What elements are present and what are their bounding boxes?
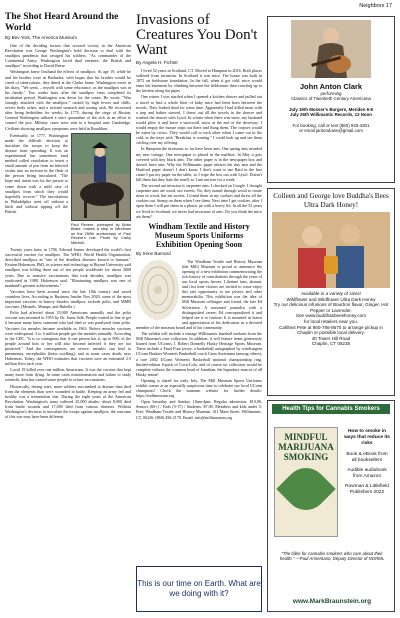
paragraph: Washington knew firsthand the effects of smallpox. At age 19, while he and his brother were in Barbados, with hopes that his brother would be cured of tuberculosis, they dined at the Clarke home. Washington wrote in his diary, "We went, – myself with some reluctance, as the smallpox was in his family." Two weeks later, after the smallpox virus completed its incubation period, Washington was down for the count. He wrote, "Was strongly attacked with the smallpox," racked by high fevers and chills, severe body aches, and a twisted stomach and oozing rash. He recovered after being bedridden for weeks. In 1775, during the siege of Boston, General Washington utilized a strict quarantine of the sick in an effort to control the pox. Military cases were sent to a hospital near Cambridge. Civilians showing smallpox symptoms were held in Brookline. (5, 69, 131, 131)
performer-name: John Anton Clark (299, 82, 363, 91)
page-number: Neighbors 17 (359, 3, 392, 9)
paragraph: The second ant invasion is carpenter ants. I checked on Google. I thought carpenter ants ate wood, not sweets. No, they tunnel through wood to create nests in wood, but eat sweets. I found them in my cookies and threw all the cookies out. Stomp on them when I see them. Next time I get cookies, after I open them I will put them in a plastic jar with a heavy lid. In all the 52 years we lived in Scotland, we never had invasions of ants. Do you think the mice ate them? (136, 183, 262, 219)
john-anton-clark-ad (267, 16, 395, 183)
article-byline: By Irene Barnard (136, 250, 171, 256)
paragraph: I lived 52 years in Scotland, CT. Moved to Hampton in 2016. Both places suffered from invasions. In Scotland it was mice. The house was built in 1872 on fieldstone foundation. In the fall, when it got cold, mice would enter the basement by climbing between the fieldstones then crawling up to the kitchen along the pipes. (136, 68, 262, 94)
paragraph: Polio had affected about 35,000 Americans annually and the polio vaccine was invented in 1955 by Dr. Jonas Salk. People waited in line to get it because many knew someone who had died or was paralyzed from polio. Vaccines for measles became available in 1963. Before measles vaccines were widespread, 3 to 4 million people got the measles annually. According to the CDC, "It is so contagious that if one person has it, up to 90% of the people around him or her will also become infected if they are not protected." And the consequences are severe: measles can lead to pneumonia, encephalitis (brain swelling), and in some cases death, says Hokenson. Today, the WHO estimates that vaccines save an estimated 2.5 million lives each year. (5, 310, 131, 367)
article-headline: Windham Textile and History Museum Sports Uniforms Exhibition Opening Soon (148, 221, 250, 249)
book-ad-line: How to smoke in ways that reduce its risks (344, 429, 390, 446)
honey-photo (272, 212, 390, 288)
photo-figure (71, 133, 131, 246)
paragraph: One of the deciding factors that secured victory in the American Revolution was George Washington's bold decision to deal with the smallpox pandemic that ravaged his soldiers. "As commander of the Continental Army, Washington faced dual enemies: the British and smallpox" according to David Reese. (5, 43, 131, 69)
book-ad-banner: Health Tips for Cannabis Smokers (272, 404, 390, 414)
book-url-link[interactable]: www.MarkBraunstein.org (292, 598, 372, 605)
doily-illustration (136, 259, 180, 321)
article-headline: The Shot Heard Around the World (5, 12, 119, 33)
booking-email: or email jantondown@gmail.com (299, 128, 363, 134)
honey-ad-line: See www.buddhasbeeshoney.com (295, 313, 367, 319)
article-shot-heard (5, 12, 131, 612)
honey-ad-line: for local retailers near you. (303, 318, 359, 324)
performer-sub: performing (320, 91, 342, 96)
mindful-marijuana-ad (267, 400, 395, 612)
horse-rider-illustration (72, 134, 131, 221)
paragraph: One winter I was startled when I opened a kitchen drawer and pulled out a towel to find a whole litter of baby mice had been born between the towels. They looked dead for some time. Apparently I had killed mom with a trap and babies starved. I threw out all the towels in the drawer and washed the drawer with Lysol. In winter when there was snow, my husband would plow it and leave a snowwall, snow at the end of the driveway. I would empty the mouse traps out there and flung them. The corpses would be eaten by crows. They would call to each other when I came out in the cold, in the trays with "Breakfast is coming." I could look up and see them circling over my offering. (136, 94, 262, 146)
couple-with-honey-illustration (272, 212, 390, 288)
honey-ad-line: Call/text Pete at 860-786-8670 to arrange pickup in Chaplin or possible local delivery. (279, 324, 383, 336)
book-ad-line: Rowman & Littlefield Publishers 2022 (345, 484, 389, 495)
performance-date: July 19th Mosser's Burgers, Meriden 6-8 (288, 106, 373, 112)
article-byline: By Bev York, The America Museum (5, 35, 77, 40)
middle-column (136, 12, 262, 612)
doily-image (136, 259, 182, 323)
article-body (136, 68, 262, 219)
paragraph: Covid 19 killed over one million Americans. It was the vaccine that kept many more from dying. In some cases misinformation and failure to study scientific data has caused some people to refuse vaccinations. (5, 367, 131, 383)
honey-ad-headline: Colleen and George love Buddha's Bees Ultra Dark Honey! (273, 192, 389, 209)
leaf-icon (276, 459, 335, 518)
performance-date: July 26th Willimantic Records, 12 Noon (290, 112, 372, 118)
booking-info: For booking, call or text (860) 933-4301 (292, 122, 370, 128)
book-ad-details (344, 429, 390, 496)
honey-ad-line: Available in a variety of sizes! (300, 291, 362, 296)
book-ad-line: Audible audiobook from Amazon (347, 468, 387, 479)
paragraph: Twenty years later, in 1796, Edward Jenner developed the world's first successful vaccine for smallpox. The WHO, World Health Organization, described smallpox as "one of the deadliest diseases known to humans." Kristen Hokenson, PhD, in science and technology at Bryant University said smallpox was killing three out of ten people worldwide for about 3000 years. Due to massive vaccinations that took decades, smallpox was eradicated in 1980. Hokenson said, "Eliminating smallpox was one of mankind's greatest achievements." (5, 247, 131, 288)
buddhas-bees-ad (267, 188, 395, 396)
paragraph: Eventually, in 1777, Washington made the difficult decision to inoculate the troops to keep the disease from spreading. It was an experimental but sometimes fatal method called variolation to insert a small amount of pus from an infected victim into an incision in the flesh of the person being inoculated. "The hope and intent was for the person to come down with a mild case of smallpox from which they would hopefully recover." The inoculations in Philadelphia went off without a hitch and without tipping off the British. (5, 132, 68, 214)
honey-ad-line: Chaplin, CT 06235 (311, 341, 351, 347)
performer-photo (291, 20, 371, 78)
right-column (267, 12, 395, 612)
guitar-player-illustration (291, 20, 371, 78)
article-headline: Invasions of Creatures You Don't Want (136, 12, 258, 58)
paragraph: The Windham Textile and History Museum (the Mill) Museum is proud to announce the opening of a new exhibition commemorating the rich history of contributions through the years of our local sports heroes. Lifetime fans, alumni, and first time visitors are invited to come enjoy this rare opportunity to see jerseys and other memorabilia. This exhibition was the idea of Mill Museum colleague and friend, the late Ed Silverstein. A seasoned journalist with a distinguished career, Ed conceptualized it and helped see it to fruition. It is mounted in honor and appreciation of his dedication as a devoted member of the museum board and of his community. (136, 258, 262, 330)
article-body (5, 43, 131, 419)
paragraph: Historically, during wars, more soldiers succumbed to disease than died from the elements than were wounded in battle. Keeping an army fed and healthy was a tremendous feat. During the eight years of the American Revolution, Washington's army suffered 25,000 deaths: about 8,000 died from battle wounds and 17,000 died from various diseases. Without Washington's decision to inoculate the troops against smallpox, the outcome of this war may have been different. (5, 383, 131, 420)
book-ad-line: Book & eBook from all booksellers (346, 452, 388, 463)
earth-ad-text: This is our time on Earth. What are we doing with it? (137, 579, 261, 598)
article-byline: By Angela H. Fichter (136, 60, 178, 65)
paragraph: The exhibit will include a vintage Willimantic baseball uniform from the Mill Museum's own collection. In addition, it will feature items generously loaned from UConn's J. Robert Donnelly Husky Heritage Sports Museum. These include a Final Four jersey, a basketball autographed by windsurgent UConn Huskies Women's Basketball coach Geno Auriemma (among others), a rare 2002 UConn Women's Basketball national championship ring, limited-edition 6-pack of Coca-Cola, and of course no collection would be complete without the common head of Jonathan, the legendary mascot of all Husky teams! (136, 331, 262, 377)
book-cover (274, 427, 338, 537)
book-title: MINDFUL MARIJUANA SMOKING (278, 432, 334, 462)
honey-ad-line: Wildflower and Wildflower Ultra Dark Honey (286, 296, 376, 302)
earth-ad (136, 566, 262, 612)
honey-ad-line: Try our delicious infusions of Bourbon flavor, Ginger, Hot Pepper or Lavender. (273, 302, 389, 313)
honey-ad-line: 40 Tower Hill Road (311, 335, 351, 341)
article-body (136, 259, 262, 420)
paragraph: Opening is slated for early July. The Mill Museum Sports Uniforms exhibit comes at an especially auspicious time to celebrate our local UConn champions! Check the museum website for further details: https://millmuseum.org (136, 377, 262, 399)
paragraph: Open Saturday and Sunday 10am-4pm. Regular admission: $10.00, Seniors (60+) / Kids (5-17) / Students: $7.00, Members and kids under 5: Free. Windham Textile and History Museum, 411 Main Street, Willimantic, CT, 06226. (860) 456-2178. Email: info@millmuseum.org (136, 399, 262, 420)
paul-revere-photo (71, 133, 131, 221)
photo-row (5, 133, 131, 246)
performer-sub: Classics of Twentieth Century Americana (291, 96, 371, 102)
paragraph: In Hampton the invasions so far have been ants. One spring ants invaded my new cottage. One newspaper is placed in the mailbox. In May it gets covered with tiny black ants. The other paper is in the newspaper box and doesn't have ants. Why the Willimantic paper attracts the tiny ants and the Hartford paper doesn't I don't know. I don't want to use Raid in the box cause I put my paper on the table, so I wipe the box out with Lysol. Doesn't kill them but they hate the smell, so I am ant free for a week. (136, 146, 262, 182)
paragraph: Vaccines have been around since the late 18th century and saved countless lives. According to Business Insider Nov 2020, some of the most important vaccines in history besides smallpox, include polio, and MMR vaccines. (Measels, Mumps, and Rubella.) (5, 288, 131, 310)
photo-caption: Paul Revere, portrayed by Brian Blake, makes a stop in Windham on the 250th anniversary of Paul Revere's ride. Photo by Cathy Mitchell. (71, 222, 131, 245)
book-quote: "The bible for cannabis smokers who care about their health." —Paul Armentano, Deputy Director of NORML (279, 551, 385, 562)
